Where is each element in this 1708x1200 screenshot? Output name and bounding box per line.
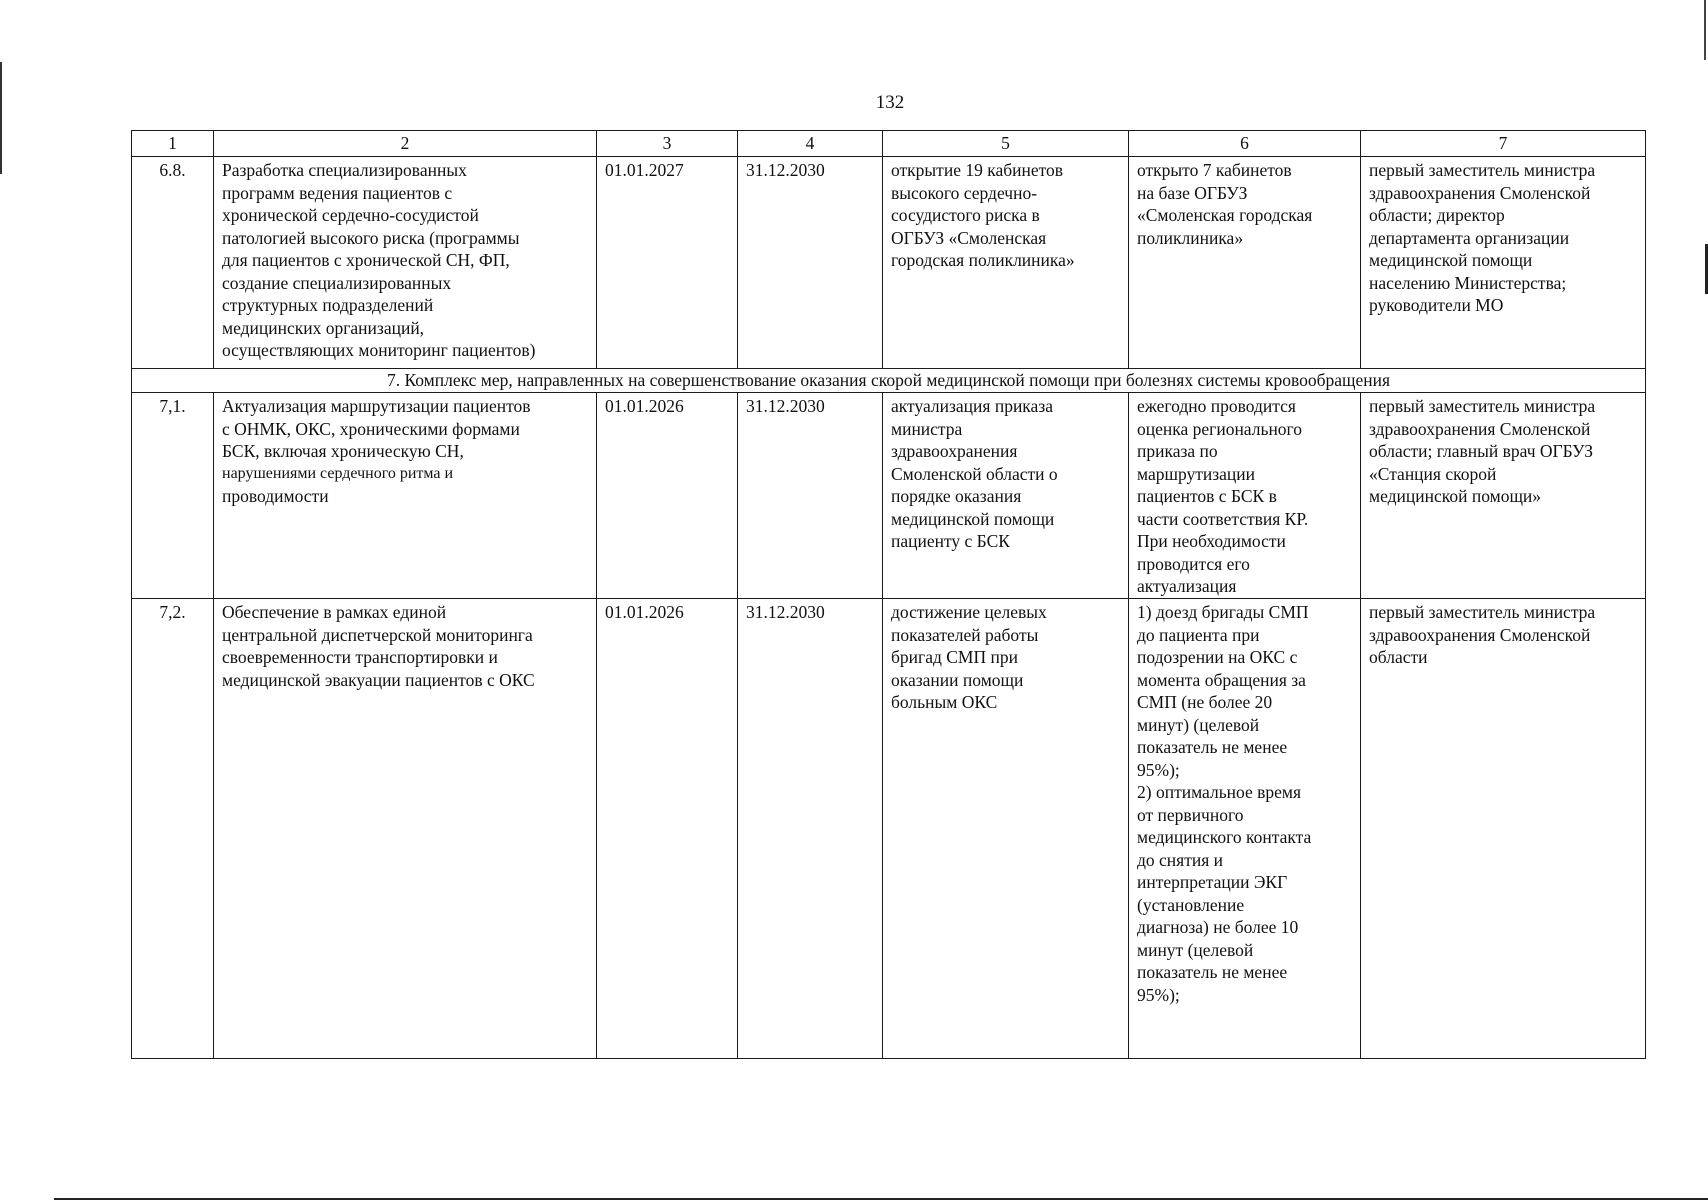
text-line: области; директор [1369,205,1505,225]
expected-result [883,599,1129,1059]
table-header-row [132,131,1646,157]
status-description [1129,157,1361,369]
text-line: пациентов с БСК в [1137,486,1277,506]
text-line: актуализация приказа [891,396,1053,416]
text-line: диагноза) не более 10 [1137,917,1299,937]
start-date: 01.01.2027 [597,157,738,369]
text-line: проводимости [222,485,329,506]
text-line: «Станция скорой [1369,463,1497,484]
row-number: 6.8. [132,157,214,369]
text-line: на базе ОГБУЗ [1137,182,1248,203]
text-line: до пациента при [1137,624,1260,645]
text-line: Разработка специализированных [222,160,467,180]
start-date: 01.01.2026 [597,599,738,1059]
text-line: минут) (целевой [1137,714,1260,735]
text-line: интерпретации ЭКГ [1137,872,1288,892]
column-header: 4 [738,131,883,157]
text-line: центральной диспетчерской мониторинга [222,624,533,645]
text-line: здравоохранения Смоленской [1369,624,1591,645]
text-line: медицинской помощи [891,508,1055,529]
table-row [132,393,1646,599]
text-line: достижение целевых [891,602,1047,622]
text-line: руководители МО [1369,295,1504,315]
text-line: с ОНМК, ОКС, хроническими формами [222,418,520,439]
text-line: Актуализация маршрутизации пациентов [222,396,531,416]
text-line: структурных подразделений [222,295,434,315]
text-line: При необходимости [1137,531,1286,551]
text-line: показателей работы [891,624,1039,645]
page-number: 132 [875,92,905,113]
section-heading-row [132,369,1646,393]
expected-result [883,157,1129,369]
text-line: своевременности транспортировки и [222,647,498,667]
measure-title [214,157,597,369]
text-line: здравоохранения Смоленской [1369,418,1591,439]
text-line: здравоохранения Смоленской [1369,182,1591,203]
column-header: 6 [1129,131,1361,157]
row-number: 7,1. [132,393,214,599]
text-line: «Смоленская городская [1137,205,1313,225]
text-line: сосудистого риска в [891,205,1040,225]
text-line: части соответствия КР. [1137,508,1309,529]
measure-title [214,599,597,1059]
text-line: показатель не менее [1137,962,1288,982]
text-line: медицинской помощи» [1369,486,1542,506]
responsible-persons [1361,393,1646,599]
text-line: 95%); [1137,759,1180,780]
column-header: 5 [883,131,1129,157]
text-line: 1) доезд бригады СМП [1137,602,1309,622]
text-line: ОГБУЗ «Смоленская [891,227,1047,248]
text-line: оценка регионального [1137,418,1303,439]
row-number: 7,2. [132,599,214,1059]
text-line: Обеспечение в рамках единой [222,602,447,622]
responsible-persons [1361,599,1646,1059]
text-line: патологией высокого риска (программы [222,227,520,248]
text-line: показатель не менее [1137,737,1288,757]
text-line: пациенту с БСК [891,531,1010,551]
text-line: департамента организации [1369,227,1570,248]
text-line: 95%); [1137,984,1180,1005]
text-line: министра [891,418,963,439]
text-line: подозрении на ОКС с [1137,647,1298,667]
measures-table [131,130,1646,1059]
text-line: порядке оказания [891,486,1022,506]
text-line: СМП (не более 20 [1137,692,1273,712]
scan-edge-mark [1704,0,1706,60]
text-line: минут (целевой [1137,939,1254,960]
column-header: 2 [214,131,597,157]
text-line: первый заместитель министра [1369,602,1596,622]
text-line: высокого сердечно- [891,182,1038,203]
end-date: 31.12.2030 [738,393,883,599]
text-line: Смоленской области о [891,463,1058,484]
text-line: осуществляющих мониторинг пациентов) [222,340,536,360]
column-header: 7 [1361,131,1646,157]
table-row [132,157,1646,369]
text-line: актуализация [1137,576,1237,596]
text-line: создание специализированных [222,272,452,293]
text-line: 2) оптимальное время [1137,782,1302,802]
responsible-persons [1361,157,1646,369]
text-line: области [1369,647,1428,667]
text-line: программ ведения пациентов с [222,182,453,203]
scan-margin-mark [0,62,2,174]
text-line: здравоохранения [891,441,1018,461]
measure-title [214,393,597,599]
text-line: городская поликлиника» [891,250,1075,270]
text-line: ежегодно проводится [1137,396,1296,416]
text-line: больным ОКС [891,692,998,712]
table-row [132,599,1646,1059]
start-date: 01.01.2026 [597,393,738,599]
column-header: 3 [597,131,738,157]
text-line: области; главный врач ОГБУЗ [1369,441,1594,461]
text-line: проводится его [1137,553,1250,574]
text-line: до снятия и [1137,849,1224,870]
end-date: 31.12.2030 [738,599,883,1059]
text-line: медицинской помощи [1369,250,1533,270]
text-line: первый заместитель министра [1369,160,1596,180]
text-line: момента обращения за [1137,669,1306,690]
expected-result [883,393,1129,599]
text-line: маршрутизации [1137,463,1256,484]
text-line: открыто 7 кабинетов [1137,160,1292,180]
text-line: для пациентов с хронической СН, ФП, [222,250,510,270]
text-line: открытие 19 кабинетов [891,160,1064,180]
text-line: населению Министерства; [1369,272,1567,293]
text-line: медицинского контакта [1137,827,1312,847]
text-line: поликлиника» [1137,227,1244,248]
text-line: оказании помощи [891,669,1024,690]
end-date: 31.12.2030 [738,157,883,369]
section-heading: 7. Комплекс мер, направленных на совершенствование оказания скорой медицинской помощи при болезнях системы кровообращения [132,369,1646,393]
column-header: 1 [132,131,214,157]
text-line: медицинских организаций, [222,317,425,338]
text-line: медицинской эвакуации пациентов с ОКС [222,669,535,690]
text-line: приказа по [1137,441,1218,461]
text-line: (установление [1137,894,1245,915]
status-description [1129,393,1361,599]
text-line: хронической сердечно-сосудистой [222,205,479,225]
status-description [1129,599,1361,1059]
text-line: первый заместитель министра [1369,396,1596,416]
text-line: бригад СМП при [891,647,1018,667]
text-line: нарушениями сердечного ритма и [222,464,454,482]
text-line: БСК, включая хроническую СН, [222,441,464,461]
text-line: от первичного [1137,804,1244,825]
